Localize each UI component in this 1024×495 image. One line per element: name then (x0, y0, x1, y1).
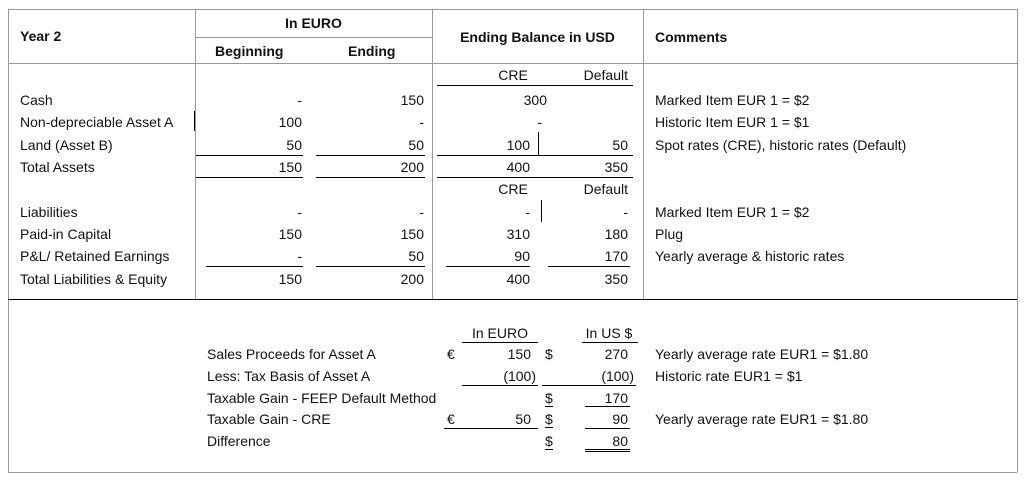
paid-in-beginning: 150 (278, 226, 302, 242)
in-euro-header: In EURO (285, 15, 342, 31)
total-liab-ending: 200 (400, 271, 424, 287)
row-label-land: Land (Asset B) (20, 137, 113, 153)
cre-subheader-2: CRE (498, 181, 528, 197)
row-label-liabilities: Liabilities (20, 204, 78, 220)
row-label-total-liabilities: Total Liabilities & Equity (20, 271, 168, 287)
cash-cre: 300 (523, 92, 547, 108)
ending-usd-header: Ending Balance in USD (460, 29, 615, 45)
retained-cre: 90 (514, 248, 530, 264)
tax-basis-euro-rule (462, 385, 538, 386)
land-beginning: 50 (286, 137, 302, 153)
liabilities-beginning: - (297, 204, 302, 220)
liabilities-cre: - (525, 204, 530, 220)
liabilities-comment: Marked Item EUR 1 = $2 (655, 204, 810, 220)
liabilities-ending: - (419, 204, 424, 220)
liabilities-default: - (623, 204, 628, 220)
table-border-left (8, 9, 9, 472)
row-label-cash: Cash (20, 92, 53, 108)
gain-in-usd-header: In US $ (585, 325, 633, 341)
dollar-sign: $ (545, 411, 553, 427)
row-label-total-assets: Total Assets (20, 159, 95, 175)
total-liab-beginning: 150 (278, 271, 302, 287)
difference-usd-rule-2 (585, 451, 630, 452)
assets-total-bottom-rule-usd (437, 177, 633, 178)
liab-total-rule-def (548, 266, 630, 267)
feep-default-usd-rule (585, 406, 630, 407)
total-assets-cre: 400 (506, 159, 530, 175)
gain-label-sales-proceeds: Sales Proceeds for Asset A (207, 346, 376, 362)
paid-in-ending: 150 (400, 226, 424, 242)
section-divider (8, 299, 1017, 300)
sales-proceeds-euro: 150 (507, 346, 531, 362)
asset-a-beginning: 100 (278, 114, 302, 130)
retained-default: 170 (604, 248, 628, 264)
total-assets-ending: 200 (400, 159, 424, 175)
dollar-sign: $ (545, 433, 553, 449)
tax-basis-usd-rule (542, 385, 636, 386)
cash-beginning: - (297, 92, 302, 108)
cash-ending: 150 (400, 92, 424, 108)
row-label-retained-earnings: P&L/ Retained Earnings (20, 248, 170, 264)
sales-proceeds-usd: 270 (604, 346, 628, 362)
land-ending: 50 (408, 137, 424, 153)
gain-label-difference: Difference (207, 433, 271, 449)
liab-cell-edge (541, 200, 542, 222)
gain-in-euro-header: In EURO (471, 325, 528, 341)
gain-usd-header-rule (582, 342, 638, 343)
land-default: 50 (612, 137, 628, 153)
paid-in-cre: 310 (506, 226, 530, 242)
taxable-gain-cre-comment: Yearly average rate EUR1 = $1.80 (655, 411, 869, 427)
total-assets-default: 350 (604, 159, 628, 175)
assets-total-rule-beg (196, 155, 303, 156)
land-comment: Spot rates (CRE), historic rates (Default) (655, 137, 907, 153)
taxable-gain-cre-euro: 50 (515, 411, 531, 427)
retained-ending: 50 (408, 248, 424, 264)
tax-basis-euro: (100) (503, 368, 536, 384)
asset-a-comment: Historic Item EUR 1 = $1 (655, 114, 810, 130)
difference-usd-rule-1 (585, 449, 630, 450)
retained-beginning: - (297, 248, 302, 264)
liab-total-rule-end (316, 266, 425, 267)
tax-basis-usd: (100) (601, 368, 634, 384)
gain-label-cre: Taxable Gain - CRE (207, 411, 331, 427)
land-cre: 100 (506, 137, 530, 153)
euro-sign: € (447, 411, 455, 427)
asset-a-cell-edge (194, 111, 195, 131)
cash-comment: Marked Item EUR 1 = $2 (655, 92, 810, 108)
asset-a-ending: - (419, 114, 424, 130)
taxable-gain-cre-usd: 90 (612, 411, 628, 427)
ending-header: Ending (348, 43, 396, 59)
assets-total-rule-end (316, 155, 425, 156)
usd-subheader-rule (437, 85, 633, 86)
sales-proceeds-comment: Yearly average rate EUR1 = $1.80 (655, 346, 869, 362)
dollar-sign: $ (545, 346, 553, 362)
euro-header-divider (195, 37, 432, 38)
gain-label-feep-default: Taxable Gain - FEEP Default Method (207, 390, 437, 406)
land-cell-edge (538, 132, 539, 156)
table-border-top (8, 9, 1017, 10)
assets-total-rule-usd (437, 155, 633, 156)
cre-subheader: CRE (498, 67, 528, 83)
table-border-right (1017, 9, 1018, 472)
assets-total-bottom-rule-beg (196, 177, 303, 178)
total-assets-beginning: 150 (278, 159, 302, 175)
column-divider-3 (643, 9, 644, 299)
default-subheader-2: Default (583, 181, 628, 197)
liab-total-rule-cre (446, 266, 530, 267)
feep-default-usd: 170 (604, 390, 628, 406)
liab-total-rule-beg (206, 266, 303, 267)
gain-euro-header-rule (462, 342, 538, 343)
year-header: Year 2 (20, 28, 62, 44)
comments-header: Comments (655, 29, 728, 45)
paid-in-default: 180 (604, 226, 628, 242)
euro-sign: € (447, 346, 455, 362)
retained-comment: Yearly average & historic rates (655, 248, 845, 264)
taxable-gain-cre-euro-rule (444, 428, 538, 429)
tax-basis-comment: Historic rate EUR1 = $1 (655, 368, 803, 384)
total-liab-default: 350 (604, 271, 628, 287)
table-border-bottom (8, 472, 1017, 473)
total-liab-cre: 400 (506, 271, 530, 287)
row-label-asset-a: Non-depreciable Asset A (20, 114, 174, 130)
asset-a-cre: - (537, 114, 542, 130)
header-divider (8, 63, 1017, 64)
column-divider-1 (195, 9, 196, 299)
taxable-gain-cre-usd-rule (585, 428, 630, 429)
default-subheader: Default (583, 67, 628, 83)
difference-usd: 80 (612, 433, 628, 449)
column-divider-2 (432, 9, 433, 299)
gain-label-tax-basis: Less: Tax Basis of Asset A (207, 368, 371, 384)
dollar-sign: $ (545, 390, 553, 406)
beginning-header: Beginning (215, 43, 284, 59)
assets-total-bottom-rule-end (316, 177, 425, 178)
paid-in-comment: Plug (655, 226, 684, 242)
row-label-paid-in-capital: Paid-in Capital (20, 226, 112, 242)
